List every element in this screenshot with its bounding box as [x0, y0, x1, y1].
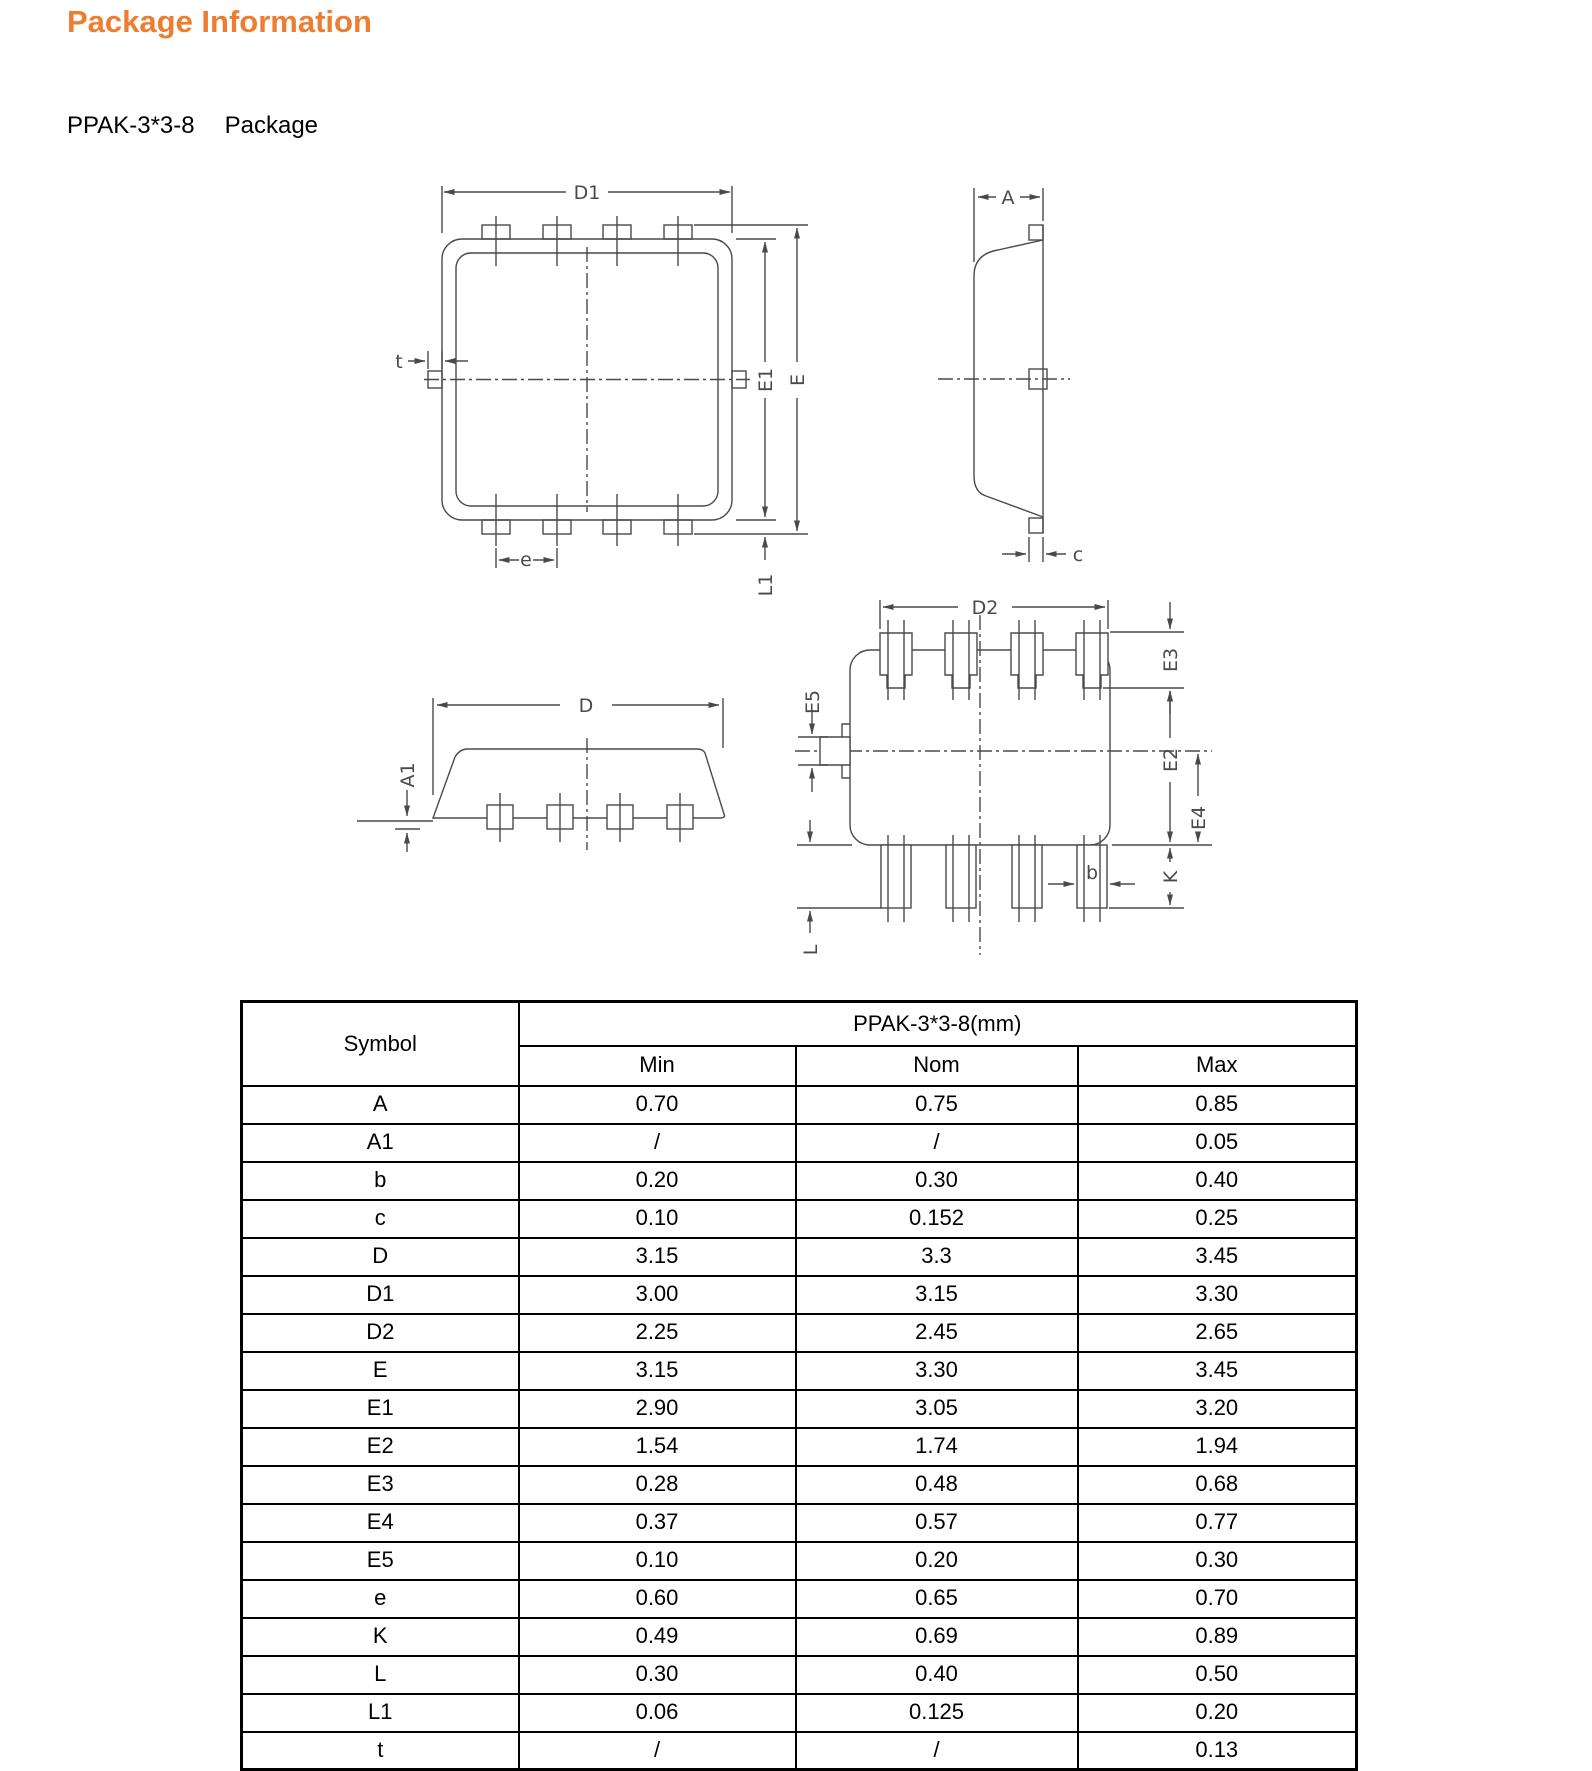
nom-cell: 1.74	[796, 1428, 1078, 1466]
min-cell: 0.37	[519, 1504, 796, 1542]
symbol-cell: c	[242, 1200, 519, 1238]
side-view-drawing	[850, 150, 1130, 580]
table-row	[242, 1732, 1357, 1770]
dim-label-e4: E4	[1188, 805, 1210, 831]
max-cell: 0.40	[1078, 1162, 1357, 1200]
symbol-cell: E3	[242, 1466, 519, 1504]
nom-cell: 0.20	[796, 1542, 1078, 1580]
dim-label-d2: D2	[971, 597, 999, 619]
table-row	[242, 1276, 1357, 1314]
max-cell: 1.94	[1078, 1428, 1357, 1466]
front-leads	[487, 805, 693, 829]
nom-cell: 3.05	[796, 1390, 1078, 1428]
package-subtitle	[67, 112, 318, 140]
dim-label-a1: A1	[397, 762, 419, 788]
nom-cell: 0.152	[796, 1200, 1078, 1238]
nom-cell: 0.125	[796, 1694, 1078, 1732]
max-cell: 2.65	[1078, 1314, 1357, 1352]
dim-label-a: A	[1001, 187, 1015, 209]
min-cell: 2.90	[519, 1390, 796, 1428]
table-row	[242, 1580, 1357, 1618]
table-row	[242, 1352, 1357, 1390]
table-row	[242, 1086, 1357, 1124]
min-cell: 0.10	[519, 1200, 796, 1238]
min-cell: 0.60	[519, 1580, 796, 1618]
symbol-cell: D	[242, 1238, 519, 1276]
nom-cell: 3.15	[796, 1276, 1078, 1314]
min-cell: 0.49	[519, 1618, 796, 1656]
min-cell: 1.54	[519, 1428, 796, 1466]
symbol-cell: b	[242, 1162, 519, 1200]
dim-label-e5: E5	[802, 689, 824, 715]
dim-label-e-cap: E	[787, 373, 809, 387]
max-cell: 0.13	[1078, 1732, 1357, 1770]
max-cell: 0.25	[1078, 1200, 1357, 1238]
symbol-cell: L	[242, 1656, 519, 1694]
symbol-cell: L1	[242, 1694, 519, 1732]
table-row	[242, 1200, 1357, 1238]
package-name: PPAK-3*3-8	[67, 112, 195, 139]
max-cell: 0.05	[1078, 1124, 1357, 1162]
nom-cell: 0.75	[796, 1086, 1078, 1124]
min-header: Min	[519, 1046, 796, 1086]
dim-label-e3: E3	[1160, 647, 1182, 673]
table-row	[242, 1504, 1357, 1542]
dim-label-k: K	[1160, 870, 1182, 884]
top-pad-centerlines	[888, 620, 1100, 700]
table-row	[242, 1656, 1357, 1694]
nom-cell: 3.30	[796, 1352, 1078, 1390]
symbol-cell: A1	[242, 1124, 519, 1162]
table-row	[242, 1466, 1357, 1504]
symbol-cell: D1	[242, 1276, 519, 1314]
max-cell: 3.45	[1078, 1352, 1357, 1390]
dimension-table	[240, 1000, 1358, 1771]
table-row	[242, 1124, 1357, 1162]
min-cell: 0.70	[519, 1086, 796, 1124]
max-cell: 0.85	[1078, 1086, 1357, 1124]
symbol-cell: A	[242, 1086, 519, 1124]
bottom-view-top-pads	[880, 633, 1108, 688]
nom-header: Nom	[796, 1046, 1078, 1086]
nom-cell: 0.57	[796, 1504, 1078, 1542]
nom-cell: 2.45	[796, 1314, 1078, 1352]
dim-label-l: L	[800, 944, 822, 956]
table-row	[242, 1162, 1357, 1200]
symbol-cell: E	[242, 1352, 519, 1390]
nom-cell: 0.40	[796, 1656, 1078, 1694]
min-cell: 0.10	[519, 1542, 796, 1580]
dim-label-l1: L1	[755, 573, 777, 597]
bottom-view-drawing	[690, 520, 1230, 980]
dim-label-t: t	[395, 351, 403, 373]
package-mm-header: PPAK-3*3-8(mm)	[519, 1002, 1357, 1046]
bottom-pad-centerlines	[888, 835, 1100, 922]
table-row	[242, 1314, 1357, 1352]
max-cell: 0.30	[1078, 1542, 1357, 1580]
min-cell: 2.25	[519, 1314, 796, 1352]
max-header: Max	[1078, 1046, 1357, 1086]
dim-label-e2: E2	[1160, 747, 1182, 773]
bottom-left-lead	[820, 737, 850, 765]
max-cell: 0.20	[1078, 1694, 1357, 1732]
nom-cell: 3.3	[796, 1238, 1078, 1276]
table-row	[242, 1618, 1357, 1656]
max-cell: 0.50	[1078, 1656, 1357, 1694]
nom-cell: 0.48	[796, 1466, 1078, 1504]
max-cell: 0.68	[1078, 1466, 1357, 1504]
dim-label-e: e	[520, 549, 532, 571]
min-cell: 0.06	[519, 1694, 796, 1732]
table-header-row-1	[242, 1002, 1357, 1046]
dimension-table-body	[242, 1086, 1357, 1770]
symbol-cell: E4	[242, 1504, 519, 1542]
page-title: Package Information	[67, 4, 372, 39]
max-cell: 3.30	[1078, 1276, 1357, 1314]
nom-cell: 0.69	[796, 1618, 1078, 1656]
symbol-cell: E2	[242, 1428, 519, 1466]
nom-cell: 0.30	[796, 1162, 1078, 1200]
min-cell: 0.28	[519, 1466, 796, 1504]
symbol-header: Symbol	[242, 1002, 519, 1086]
max-cell: 0.70	[1078, 1580, 1357, 1618]
table-row	[242, 1542, 1357, 1580]
min-cell: /	[519, 1732, 796, 1770]
max-cell: 0.89	[1078, 1618, 1357, 1656]
table-row	[242, 1390, 1357, 1428]
dim-label-e1: E1	[755, 367, 777, 393]
bottom-view-bottom-pads	[881, 845, 1107, 908]
symbol-cell: E1	[242, 1390, 519, 1428]
min-cell: 3.15	[519, 1238, 796, 1276]
max-cell: 3.20	[1078, 1390, 1357, 1428]
dim-label-d1: D1	[573, 182, 601, 204]
dim-label-c: c	[1072, 544, 1084, 566]
nom-cell: /	[796, 1124, 1078, 1162]
table-row	[242, 1694, 1357, 1732]
min-cell: 0.20	[519, 1162, 796, 1200]
max-cell: 0.77	[1078, 1504, 1357, 1542]
package-word: Package	[224, 112, 319, 139]
min-cell: 0.30	[519, 1656, 796, 1694]
symbol-cell: e	[242, 1580, 519, 1618]
table-row	[242, 1428, 1357, 1466]
max-cell: 3.45	[1078, 1238, 1357, 1276]
symbol-cell: K	[242, 1618, 519, 1656]
table-row	[242, 1238, 1357, 1276]
dim-label-b: b	[1085, 862, 1099, 884]
nom-cell: 0.65	[796, 1580, 1078, 1618]
min-cell: 3.15	[519, 1352, 796, 1390]
min-cell: 3.00	[519, 1276, 796, 1314]
min-cell: /	[519, 1124, 796, 1162]
symbol-cell: D2	[242, 1314, 519, 1352]
symbol-cell: t	[242, 1732, 519, 1770]
dim-label-d: D	[578, 695, 594, 717]
nom-cell: /	[796, 1732, 1078, 1770]
symbol-cell: E5	[242, 1542, 519, 1580]
